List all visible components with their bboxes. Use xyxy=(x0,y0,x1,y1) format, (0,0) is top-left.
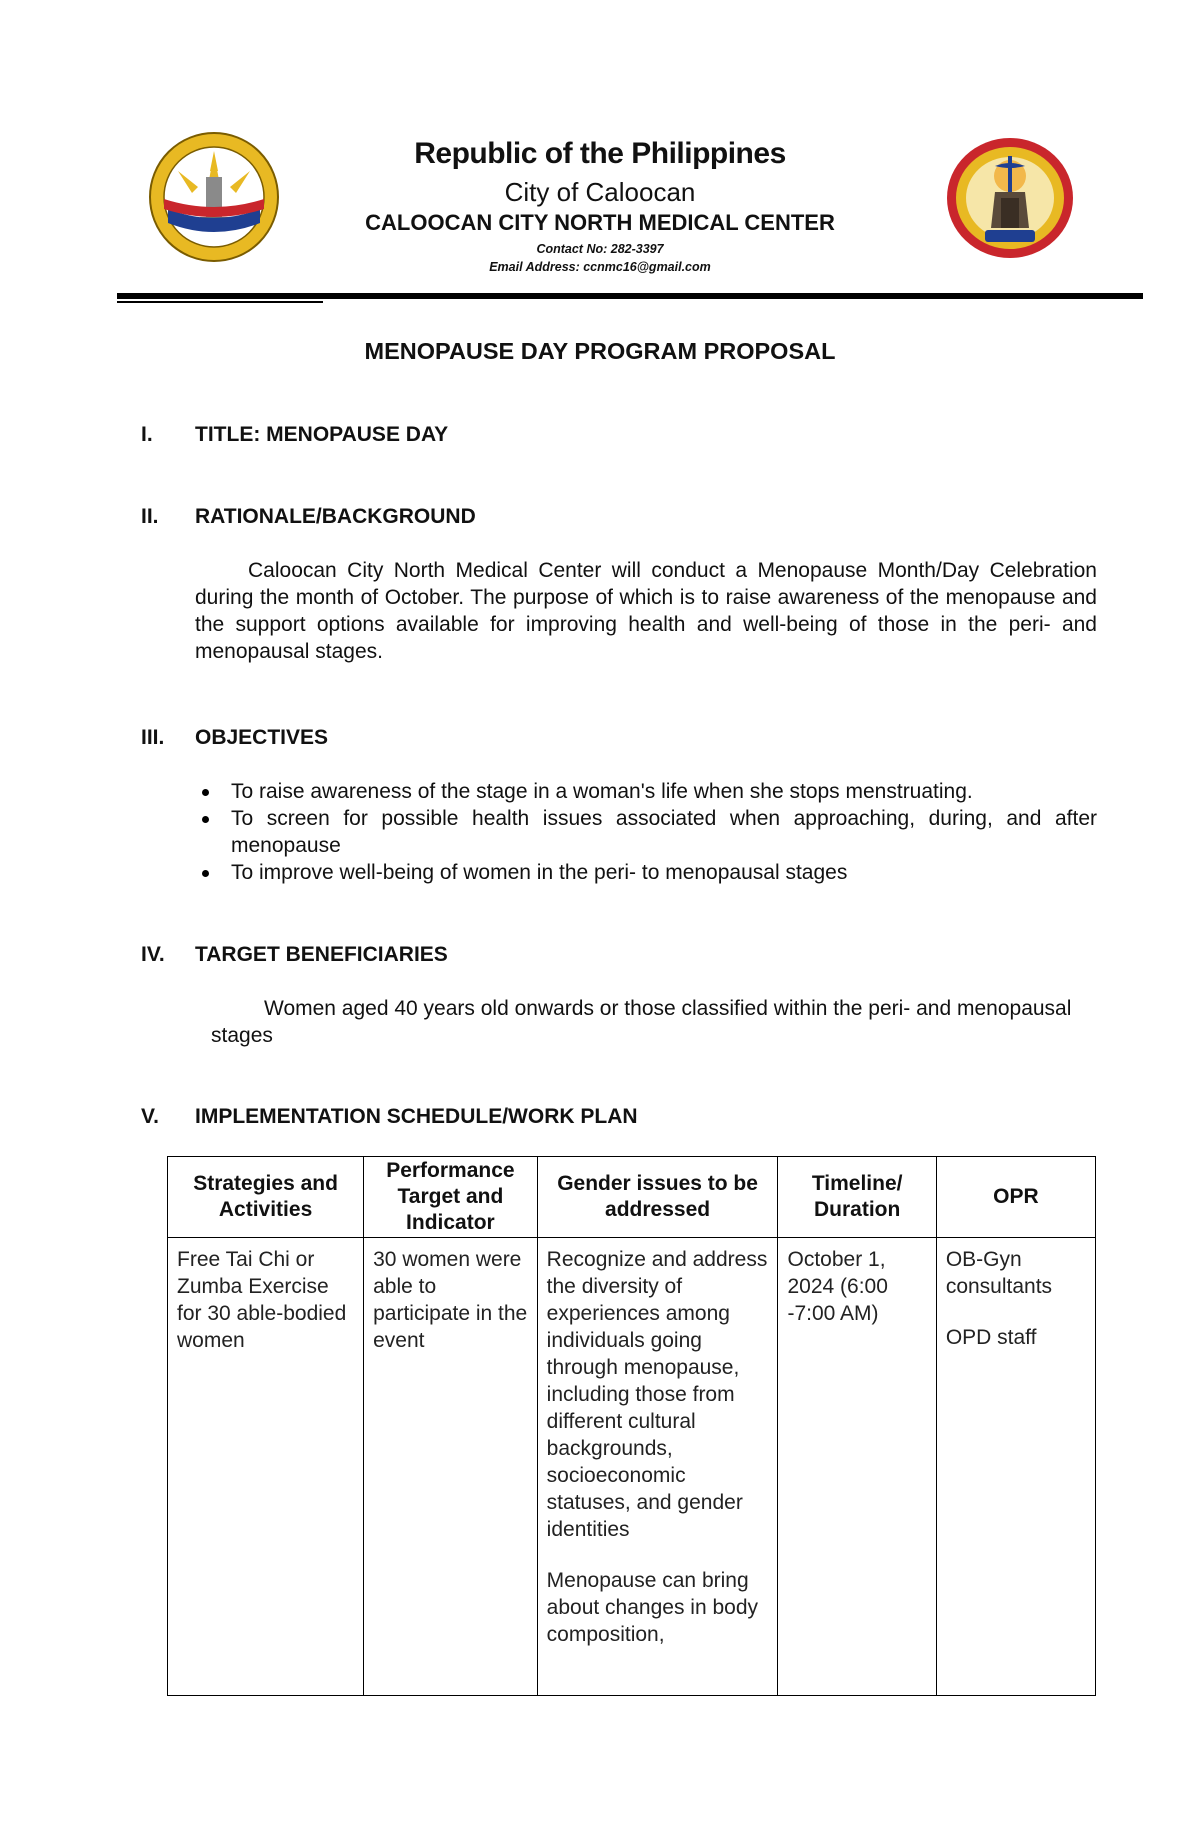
section-number: IV. xyxy=(141,943,165,966)
column-header-gender-issues: Gender issues to be addressed xyxy=(537,1157,778,1238)
objective-item: To screen for possible health issues associated when approaching, during, and after menopause xyxy=(195,805,1097,859)
section-number: V. xyxy=(141,1105,159,1128)
objectives-list xyxy=(195,778,1097,886)
section-label: RATIONALE/BACKGROUND xyxy=(195,505,476,528)
section-objectives-heading xyxy=(141,726,328,750)
institution-heading: CALOOCAN CITY NORTH MEDICAL CENTER xyxy=(365,210,835,235)
cell-timeline: October 1, 2024 (6:00 -7:00 AM) xyxy=(778,1238,936,1696)
cell-strategy: Free Tai Chi or Zumba Exercise for 30 able-bodied women xyxy=(168,1238,364,1696)
section-rationale-heading xyxy=(141,505,476,529)
section-schedule-heading xyxy=(141,1105,638,1129)
table-header-row xyxy=(168,1157,1096,1238)
document-title: MENOPAUSE DAY PROGRAM PROPOSAL xyxy=(364,338,836,364)
city-heading: City of Caloocan xyxy=(504,177,696,207)
table-row xyxy=(168,1238,1096,1696)
section-title-heading xyxy=(141,423,448,447)
header-divider-accent xyxy=(117,301,323,303)
cell-opr xyxy=(936,1238,1095,1696)
section-label: OBJECTIVES xyxy=(195,726,329,749)
gender-issue-paragraph: Recognize and address the diversity of experiences among individuals going through menopause, including those from different cultural backgrounds, socioeconomic statuses, and gender identities xyxy=(546,1248,768,1541)
gender-issue-paragraph: Menopause can bring about changes in body composition, xyxy=(546,1569,759,1646)
cell-gender-issues xyxy=(537,1238,778,1696)
column-header-strategies: Strategies and Activities xyxy=(168,1157,364,1238)
section-beneficiaries-heading xyxy=(141,943,448,967)
section-label: TARGET BENEFICIARIES xyxy=(195,943,448,966)
section-label: IMPLEMENTATION SCHEDULE/WORK PLAN xyxy=(195,1105,638,1128)
work-plan-table xyxy=(167,1156,1096,1696)
rationale-text: Caloocan City North Medical Center will conduct a Menopause Month/Day Celebration during the month of October. The purpose of which is to raise awareness of the menopause and the support options available for improving health and well-being of those in the peri- and menopausal stages. xyxy=(195,559,1097,663)
republic-heading: Republic of the Philippines xyxy=(414,137,786,170)
section-label: TITLE: MENOPAUSE DAY xyxy=(195,423,449,446)
contact-number: Contact No: 282-3397 xyxy=(536,242,664,256)
column-header-timeline: Timeline/ Duration xyxy=(778,1157,936,1238)
section-number: I. xyxy=(141,423,153,446)
objective-item: To raise awareness of the stage in a woman's life when she stops menstruating. xyxy=(195,778,1097,805)
beneficiaries-text: Women aged 40 years old onwards or those classified within the peri- and menopausal stages xyxy=(211,997,1072,1047)
opr-entry: OPD staff xyxy=(945,1326,1037,1349)
objective-item: To improve well-being of women in the peri- to menopausal stages xyxy=(195,859,1097,886)
column-header-performance: Performance Target and Indicator xyxy=(364,1157,538,1238)
cell-target: 30 women were able to participate in the event xyxy=(364,1238,538,1696)
email-address: Email Address: ccnmc16@gmail.com xyxy=(489,260,711,274)
section-number: II. xyxy=(141,505,159,528)
opr-entry: OB-Gyn consultants xyxy=(945,1248,1053,1298)
column-header-opr: OPR xyxy=(936,1157,1095,1238)
header-divider xyxy=(117,293,1143,299)
section-number: III. xyxy=(141,726,165,749)
